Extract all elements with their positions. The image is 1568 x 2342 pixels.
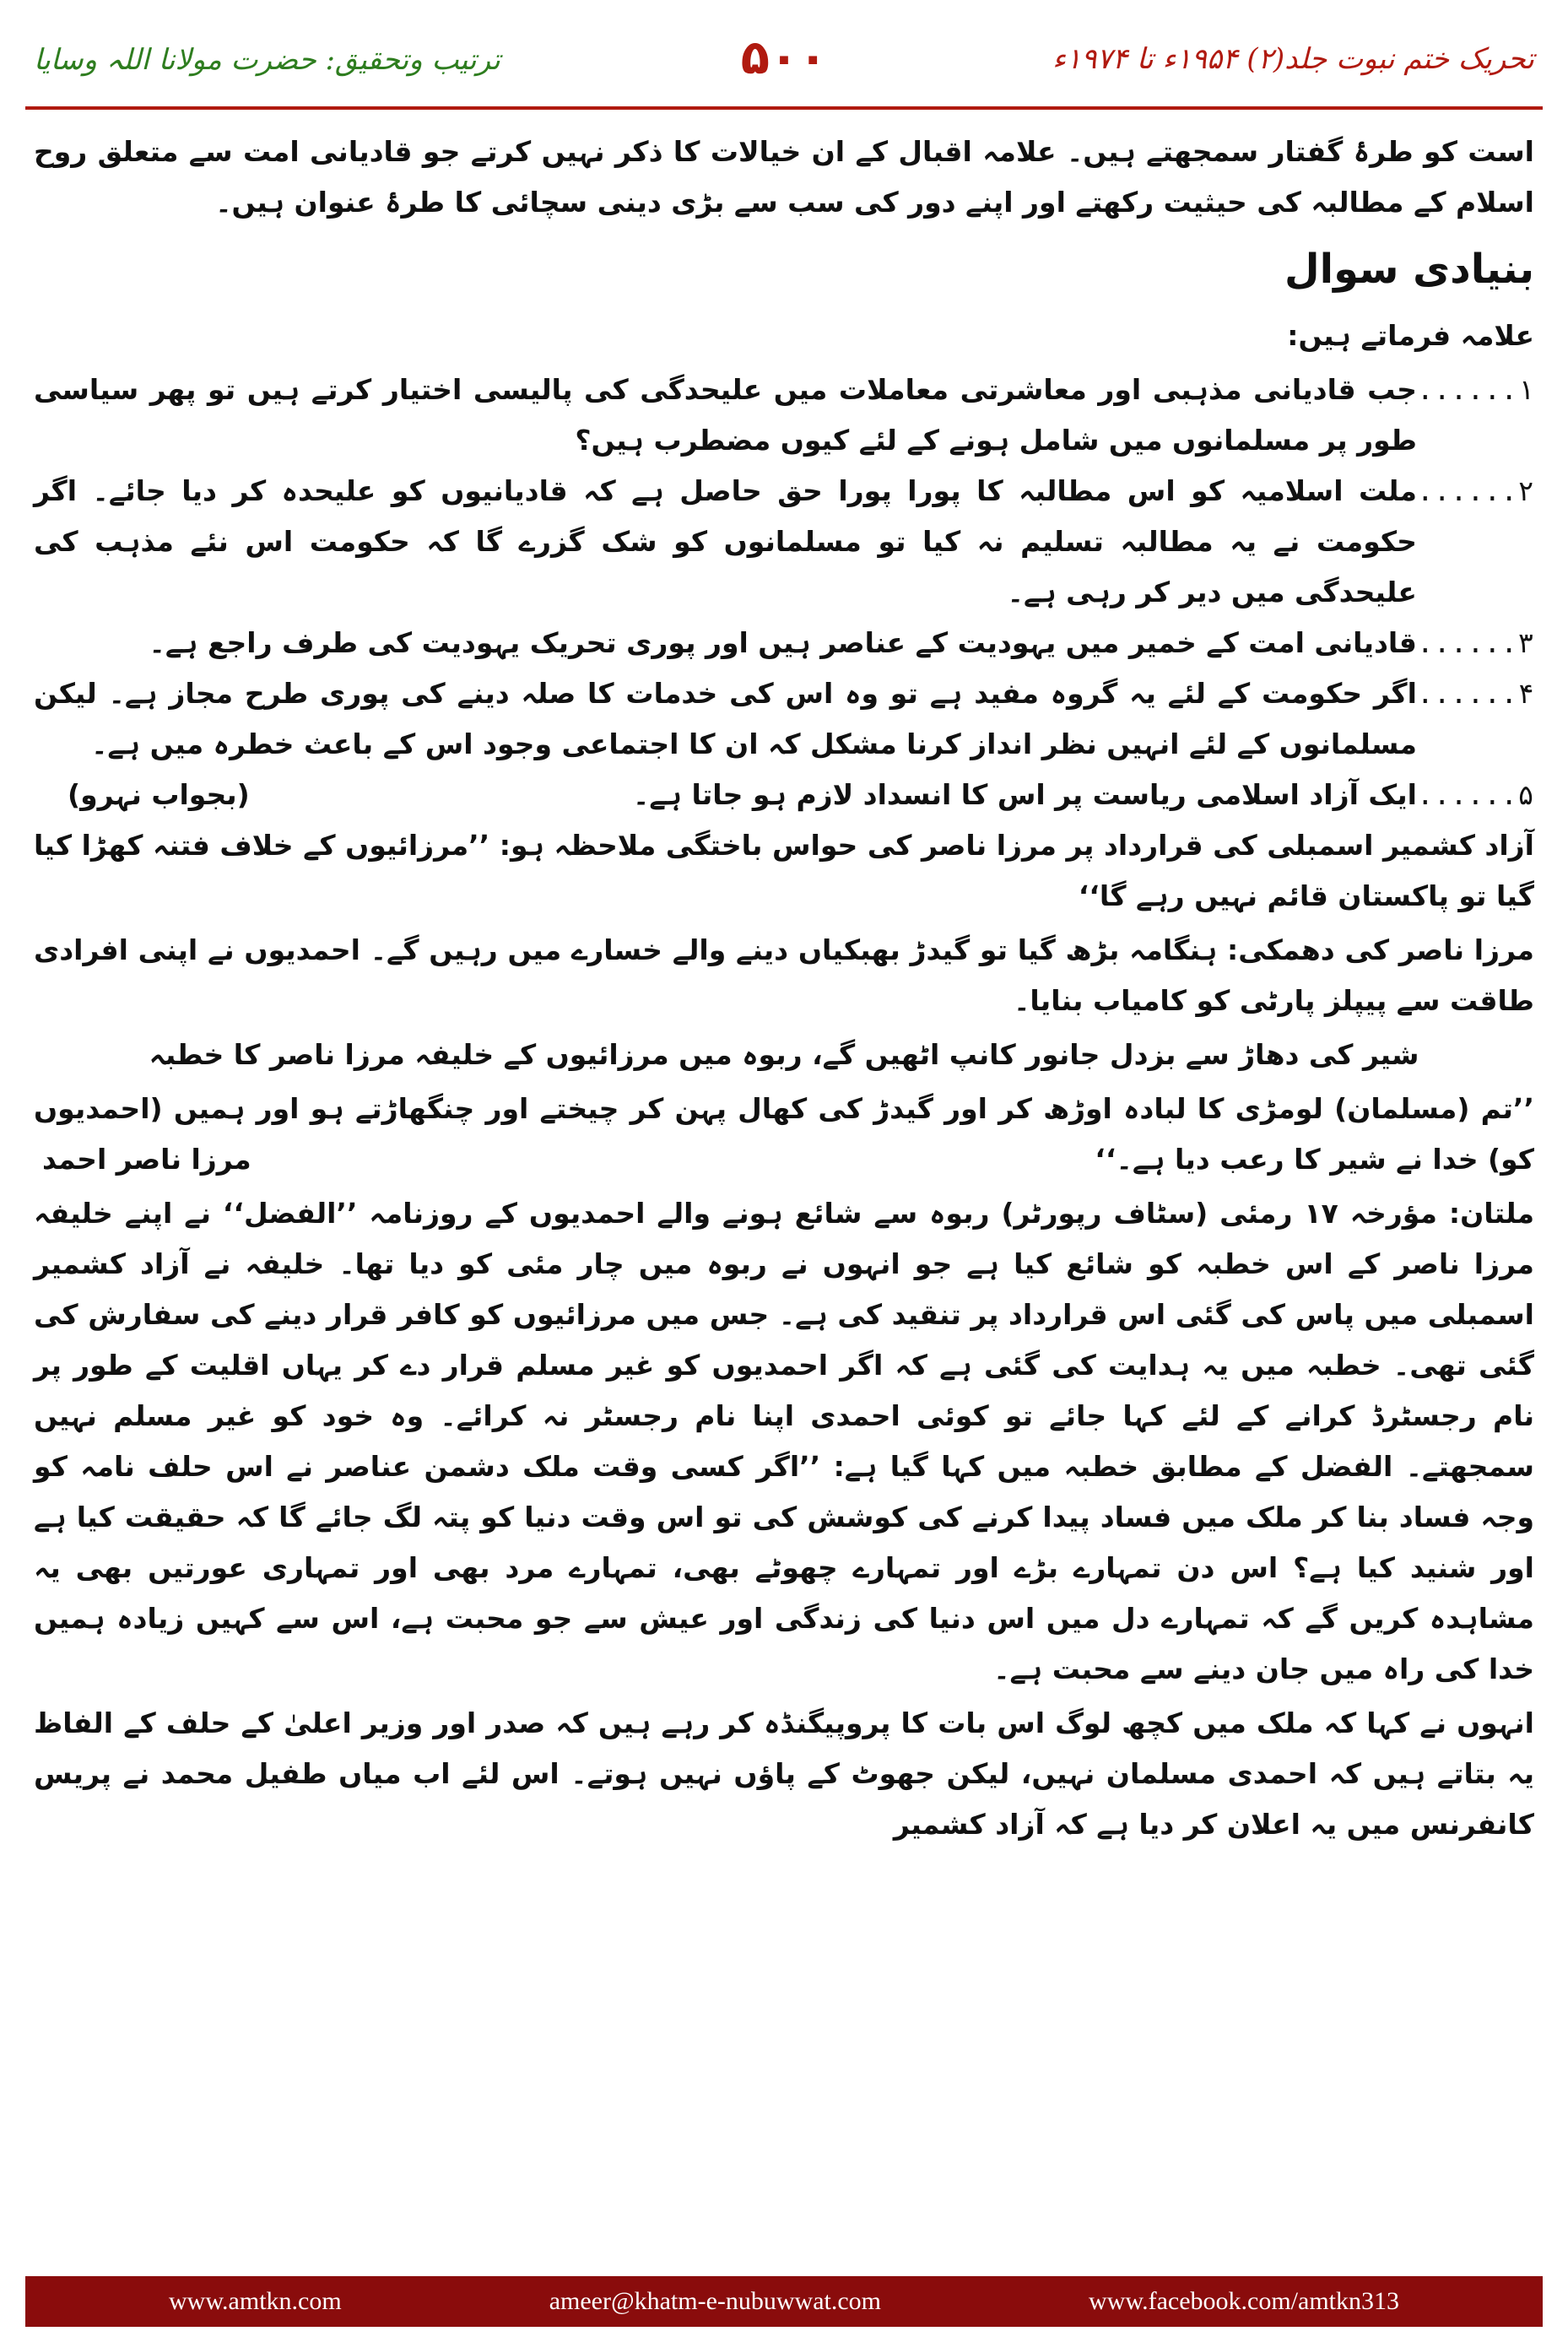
- quote-signature: مرزا ناصر احمد: [42, 1143, 251, 1176]
- quote-text: ’’تم (مسلمان) لومڑی کا لبادہ اوڑھ کر اور گیدڑ کی کھال پہن کر چیختے اور چنگھاڑتے ہو اور ہمیں (احمدیوں کو) خدا نے شیر کا رعب دیا ہے۔‘‘: [34, 1092, 1534, 1176]
- list-item-text-wrap: [34, 770, 1417, 820]
- paragraph-threat: مرزا ناصر کی دھمکی: ہنگامہ بڑھ گیا تو گیدڑ بھبکیاں دینے والے خسارے میں رہیں گے۔ احمدیوں نے اپنی افرادی طاقت سے پیپلز پارٹی کو کامیاب بنایا۔: [34, 933, 1534, 1017]
- list-item: [34, 618, 1534, 668]
- source-note: (بجواب نہرو): [68, 778, 250, 811]
- header-divider: [25, 106, 1543, 110]
- footer-website-link[interactable]: www.amtkn.com: [169, 2287, 342, 2315]
- list-item: [34, 668, 1534, 770]
- list-item-text: ملت اسلامیہ کو اس مطالبہ کا پورا پورا حق حاصل ہے کہ قادیانیوں کو علیحدہ کر دیا جائے۔ اگر حکومت نے یہ مطالبہ تسلیم نہ کیا تو مسلمانوں کو شک گزرے گا کہ حکومت اس نئے مذہب کی علیحدگی میں دیر کر رہی ہے۔: [34, 474, 1417, 608]
- list-item-number: ۴......: [1416, 677, 1534, 710]
- list-item-text: ایک آزاد اسلامی ریاست پر اس کا انسداد لازم ہو جاتا ہے۔: [632, 778, 1417, 811]
- header-book-title: تحریک ختم نبوت جلد(۲) ۱۹۵۴ء تا ۱۹۷۴ء: [1052, 42, 1534, 76]
- list-item-number: ۲......: [1416, 474, 1534, 507]
- page-header: [25, 24, 1543, 100]
- page-number: ۵۰۰: [740, 30, 828, 85]
- paragraph-last: انہوں نے کہا کہ ملک میں کچھ لوگ اس بات کا پروپیگنڈہ کر رہے ہیں کہ صدر اور وزیر اعلیٰ کے حلف کے الفاظ یہ بتاتے ہیں کہ احمدی مسلمان نہیں، لیکن جھوٹ کے پاؤں نہیں ہوتے۔ اس لئے اب میاں طفیل محمد نے پریس کانفرنس میں یہ اعلان کر دیا ہے کہ آزاد کشمیر: [34, 1706, 1534, 1841]
- paragraph-kashmir: آزاد کشمیر اسمبلی کی قرارداد پر مرزا ناصر کی حواس باختگی ملاحظہ ہو: ’’مرزائیوں کے خلاف فتنہ کھڑا کیا گیا تو پاکستان قائم نہیں رہے گا‘‘: [34, 829, 1534, 912]
- footer-facebook-link[interactable]: www.facebook.com/amtkn313: [1089, 2287, 1399, 2315]
- list-item-text: اگر حکومت کے لئے یہ گروہ مفید ہے تو وہ اس کی خدمات کا صلہ دینے کی پوری طرح مجاز ہے۔ لیکن مسلمانوں کے لئے انہیں نظر انداز کرنا مشکل کہ ان کا اجتماعی وجود اس کے باعث خطرہ میں ہے۔: [34, 677, 1417, 760]
- list-item-text: جب قادیانی مذہبی اور معاشرتی معاملات میں علیحدگی کی پالیسی اختیار کرتے ہیں تو پھر سیاسی طور پر مسلمانوں میں شامل ہونے کے لئے کیوں مضطرب ہیں؟: [34, 373, 1417, 457]
- quote-block: [34, 1084, 1534, 1185]
- paragraph-opening: است کو طرۂ گفتار سمجھتے ہیں۔ علامہ اقبال کے ان خیالات کا ذکر نہیں کرتے جو قادیانی امت سے متعلق روح اسلام کے مطالبہ کی حیثیت رکھتے اور اپنے دور کی سب سے بڑی دینی سچائی کا طرۂ عنوان ہیں۔: [34, 135, 1534, 219]
- page-body: [34, 127, 1534, 1853]
- page-footer: [25, 2276, 1543, 2327]
- sermon-title: شیر کی دھاڑ سے بزدل جانور کانپ اٹھیں گے، ربوہ میں مرزائیوں کے خلیفہ مرزا ناصر کا خطبہ: [149, 1038, 1419, 1071]
- header-compiler: ترتیب وتحقیق: حضرت مولانا اللہ وسایا: [34, 43, 500, 77]
- section-heading: بنیادی سوال: [1284, 246, 1534, 293]
- list-item: [34, 770, 1534, 820]
- paragraph-multan: ملتان: مؤرخہ ۱۷ رمئی (سٹاف رپورٹر) ربوہ سے شائع ہونے والے احمدیوں کے روزنامہ ’’الفضل‘‘ نے اپنے خلیفہ مرزا ناصر کے اس خطبہ کو شائع کیا ہے جو انہوں نے ربوہ میں چار مئی کو دیا تھا۔ خلیفہ نے آزاد کشمیر اسمبلی میں پاس کی گئی اس قرارداد پر تنقید کی ہے۔ جس میں مرزائیوں کو کافر قرار دینے کی سفارش کی گئی تھی۔ خطبہ میں یہ ہدایت کی گئی ہے کہ اگر احمدیوں کو غیر مسلم قرار دے کر یہاں اقلیت کے طور پر نام رجسٹرڈ کرانے کے لئے کہا جائے تو کوئی احمدی اپنا نام رجسٹر نہ کرائے۔ وہ خود کو غیر مسلم نہیں سمجھتے۔ الفضل کے مطابق خطبہ میں کہا گیا ہے: ’’اگر کسی وقت ملک دشمن عناصر نے اس حلف نامہ کو وجہ فساد بنا کر ملک میں فساد پیدا کرنے کی کوشش کی تو اس وقت دنیا کو پتہ لگ جائے گا کہ حقیقت کیا ہے اور شنید کیا ہے؟ اس دن تمہارے بڑے اور تمہارے چھوٹے بھی، تمہارے مرد بھی اور تمہاری عورتیں بھی یہ مشاہدہ کریں گے کہ تمہارے دل میں اس دنیا کی زندگی اور عیش سے جو محبت ہے، اس سے کہیں زیادہ ہمیں خدا کی راہ میں جان دینے سے محبت ہے۔: [34, 1197, 1535, 1685]
- list-item: [34, 466, 1534, 618]
- list-item-number: ۱......: [1416, 373, 1534, 406]
- list-item-number: ۵......: [1416, 778, 1534, 811]
- list-item-number: ۳......: [1416, 626, 1534, 659]
- list-item: [34, 365, 1534, 466]
- footer-email-link[interactable]: ameer@khatm-e-nubuwwat.com: [549, 2287, 882, 2315]
- list-item-text: قادیانی امت کے خمیر میں یہودیت کے عناصر ہیں اور پوری تحریک یہودیت کی طرف راجع ہے۔: [149, 626, 1417, 659]
- intro-line: علامہ فرماتے ہیں:: [1287, 319, 1534, 352]
